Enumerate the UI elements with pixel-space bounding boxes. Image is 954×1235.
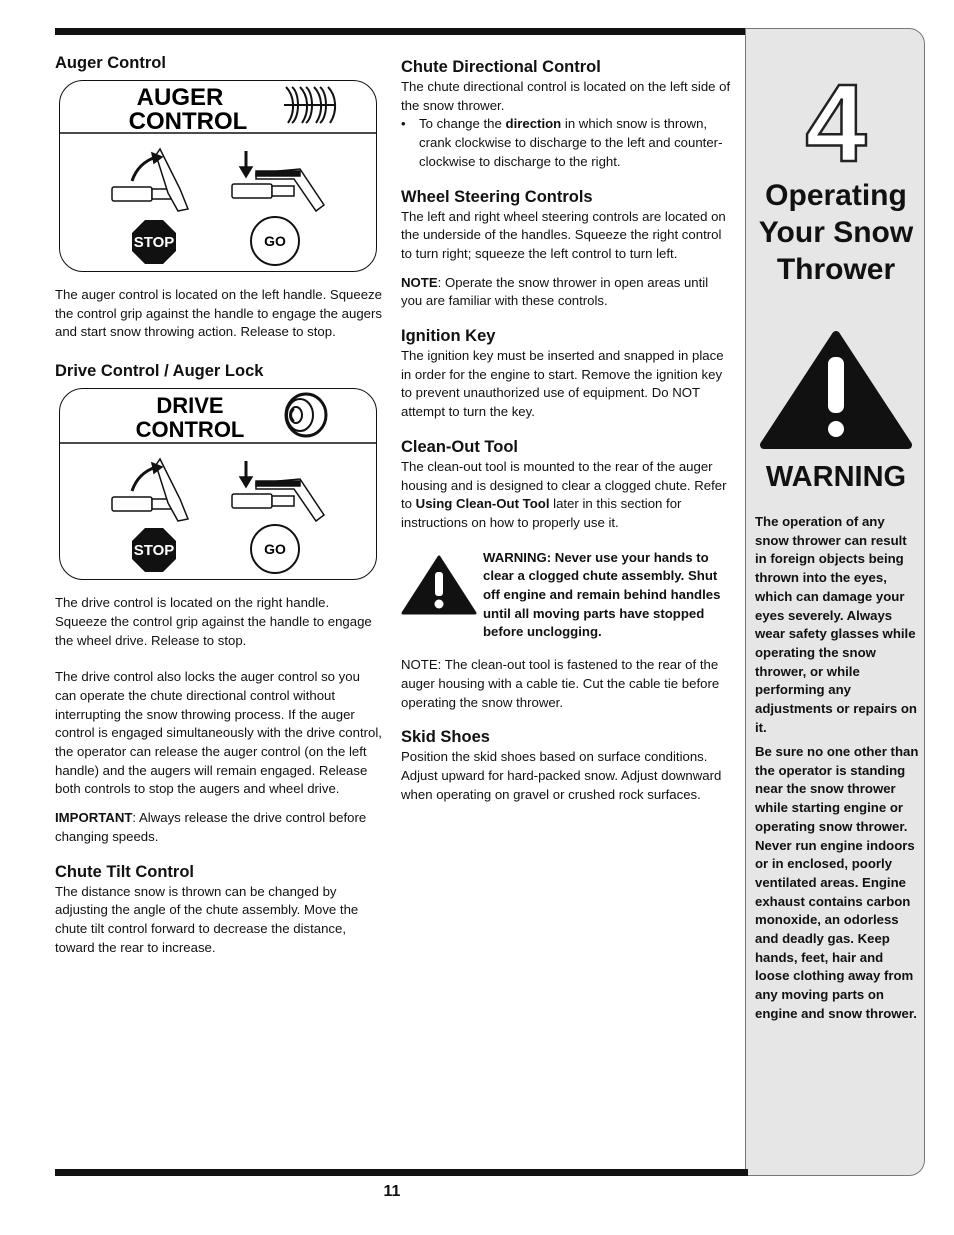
- auger-icon: [284, 87, 336, 123]
- stop-sign-icon: [132, 528, 176, 572]
- drive-title-line2: CONTROL: [135, 417, 245, 443]
- cleanout-warning-text: WARNING: Never use your hands to clear a clogged chute assembly. Shut off engine and remain behind handles until all moving parts have stopped before unclogging.: [483, 549, 721, 640]
- cleanout-warning: [401, 549, 731, 643]
- cleanout-text-bold: Using Clean-Out Tool: [415, 496, 550, 512]
- drive-control-panel: [59, 388, 377, 580]
- drive-control-heading: Drive Control / Auger Lock: [55, 362, 264, 381]
- note-text: : Operate the snow thrower in open areas until you are familiar with these controls.: [401, 274, 709, 309]
- auger-go-label: GO: [264, 233, 286, 249]
- auger-control-heading: Auger Control: [55, 54, 166, 72]
- drive-stop-label: STOP: [133, 542, 175, 560]
- auger-control-panel: [59, 80, 377, 272]
- top-rule: [55, 28, 748, 35]
- engaged-lever-illustration: [232, 461, 324, 521]
- sidebar-warning-text-1: The operation of any snow thrower can result in foreign objects being thrown into the eyes, which can damage your eyes severely. Always wear safety glasses while operating the snow thrower, or while performing any adjustments or repairs on it.: [755, 514, 917, 735]
- auger-stop-label: STOP: [133, 234, 175, 251]
- stop-sign-icon: [132, 220, 176, 264]
- drive-control-text-1: The drive control is located on the right handle. Squeeze the control grip against the handle to engage the wheel drive. Release to stop.: [55, 595, 372, 648]
- chute-directional-list: [401, 115, 731, 171]
- disengaged-lever-illustration: [112, 149, 188, 211]
- ignition-key-heading: Ignition Key: [401, 327, 496, 346]
- chute-directional-heading: Chute Directional Control: [401, 58, 601, 76]
- skid-shoes-heading: Skid Shoes: [401, 728, 490, 747]
- clean-out-tool-text: [401, 458, 731, 533]
- chute-directional-text: The chute directional control is located on the left side of the snow thrower.: [401, 79, 731, 113]
- warning-heading: WARNING: [765, 461, 907, 493]
- drive-go-label: GO: [264, 541, 286, 558]
- warning-triangle-icon: [401, 549, 481, 643]
- engaged-lever-illustration: [232, 151, 324, 211]
- go-sign-icon: [251, 525, 299, 573]
- auger-control-text: The auger control is located on the left handle. Squeeze the control grip against the handle to engage the augers and start snow throwing action. Release to stop.: [55, 287, 382, 340]
- ignition-key-text: The ignition key must be inserted and snapped in place in order for the engine to start. Remove the ignition key to prevent unauthorized use of equipment. Do NOT attempt to turn the key.: [401, 348, 724, 420]
- bullet-text-pre: To change the: [419, 116, 506, 132]
- clean-out-tool-heading: Clean-Out Tool: [401, 437, 519, 456]
- wheel-steering-text: The left and right wheel steering controls are located on the underside of the handles. Squeeze the right control to turn right; squeeze the left control to turn left.: [401, 208, 726, 261]
- bullet-text-post: in which snow is thrown, crank clockwise to discharge to the left and counter-clockwise to discharge to the right.: [419, 116, 723, 169]
- left-column: [55, 52, 383, 957]
- sidebar-warning-text-2: Be sure no one other than the operator is standing near the snow thrower while starting engine or operating snow thrower. Never run engine indoors or in enclosed, poorly ventilated areas. Engine exhaust contains carbon monoxide, an odorless and deadly gas. Keep hands, feet, hair and loose clothing away from any moving parts on engine and snow thrower.: [755, 744, 919, 1021]
- drive-title-line1: DRIVE: [156, 393, 224, 419]
- skid-shoes-text: Position the skid shoes based on surface conditions. Adjust upward for hard-packed snow. Adjust downward when operating on gravel or crushed rock surfaces.: [401, 749, 722, 802]
- page-number: 11: [383, 1183, 401, 1200]
- chapter-title: Operating Your Snow Thrower: [758, 179, 914, 286]
- chapter-sidebar: [745, 28, 925, 1176]
- drive-control-text-2: The drive control also locks the auger control so you can operate the chute directional control without interrupting the snow throwing process. If the auger control is engaged simultaneously with the drive control, the operator can release the auger control (on the left handle) and the augers will remain engaged. Release both controls to stop the augers and wheel drive.: [55, 669, 382, 797]
- right-column: [401, 56, 731, 804]
- bullet: •: [401, 116, 406, 132]
- cleanout-note: NOTE: The clean-out tool is fastened to the rear of the auger housing with a cable tie. Cut the cable tie before operating the snow thrower.: [401, 657, 720, 710]
- wheel-icon: [286, 394, 326, 436]
- cleanout-text-pre: The clean-out tool is mounted to the rear of the auger housing and is designed to clear a clogged chute. Refer to: [401, 458, 727, 512]
- bullet-text-bold: direction: [505, 116, 562, 132]
- important-label: IMPORTANT: [55, 810, 133, 826]
- note-label: NOTE: [401, 274, 438, 290]
- wheel-steering-heading: Wheel Steering Controls: [401, 187, 593, 206]
- chapter-number: 4: [805, 62, 867, 185]
- auger-title-line2: CONTROL: [128, 108, 248, 135]
- important-text: : Always release the drive control before changing speeds.: [55, 810, 367, 844]
- important-note: [55, 809, 383, 846]
- chute-tilt-text: The distance snow is thrown can be changed by adjusting the angle of the chute assembly. Move the chute tilt control forward to decrease the distance, toward the rear to increase.: [55, 883, 359, 955]
- cleanout-text-post: later in this section for instructions on how to properly use it.: [401, 496, 682, 530]
- go-sign-icon: [251, 217, 299, 265]
- bottom-rule: [55, 1169, 748, 1176]
- warning-triangle-icon: [760, 331, 912, 454]
- list-item: [401, 115, 731, 171]
- disengaged-lever-illustration: [112, 459, 188, 521]
- auger-title-line1: AUGER: [136, 84, 224, 111]
- chute-tilt-heading: Chute Tilt Control: [55, 862, 195, 881]
- steering-note: [401, 274, 731, 311]
